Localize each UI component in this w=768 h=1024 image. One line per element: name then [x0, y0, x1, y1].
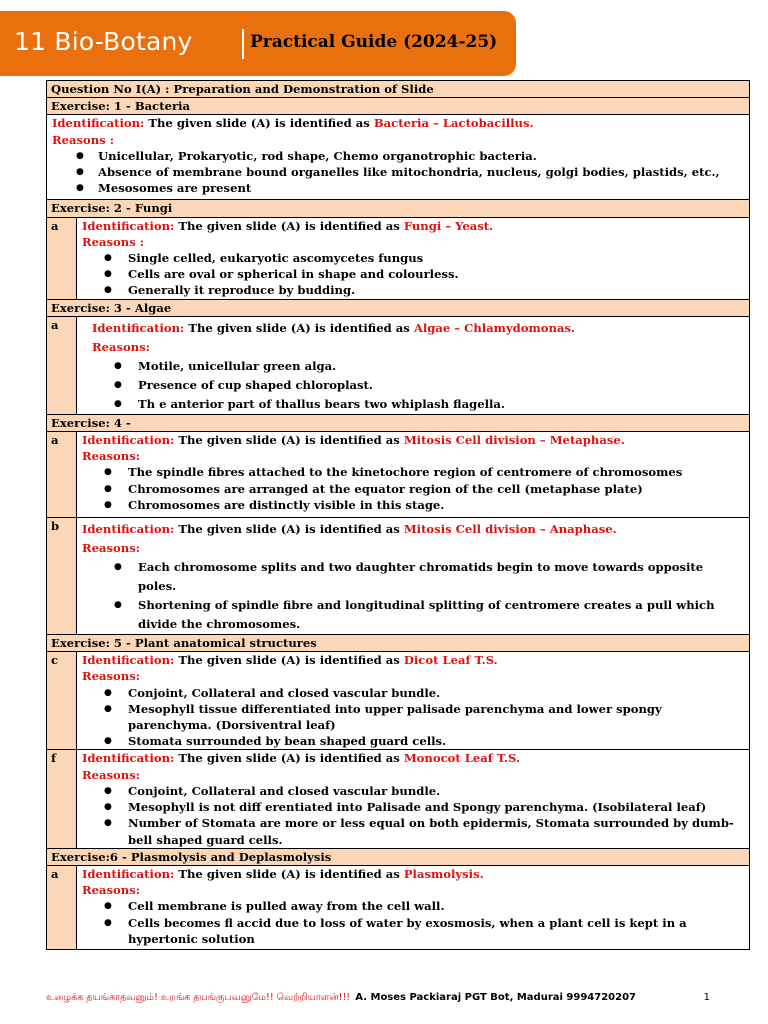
- exercise-4b-content-row: [47, 518, 750, 635]
- identification-line: [82, 652, 745, 668]
- reason-item: ● Presence of cup shaped chloroplast.: [92, 376, 745, 395]
- reason-item: ● Mesophyll is not diff erentiated into Palisade and Spongy parenchyma. (Isobilateral leaf): [82, 799, 745, 815]
- slide-table: [46, 80, 750, 950]
- question-heading: Question No I(A) : Preparation and Demonstration of Slide: [47, 81, 750, 98]
- row-label: a: [47, 865, 77, 949]
- row-label: a: [47, 217, 77, 299]
- reason-item: ● Motile, unicellular green alga.: [92, 357, 745, 376]
- identification-line: [82, 432, 745, 448]
- exercise-5f-content: [77, 750, 750, 848]
- exercise-5-heading-row: [47, 635, 750, 652]
- header-banner: [0, 11, 516, 76]
- identification-label: Identification:: [82, 653, 175, 668]
- identification-label: Identification:: [52, 116, 145, 131]
- exercise-3-heading-row: [47, 299, 750, 316]
- title-separator: [242, 29, 244, 59]
- reason-item: ● Chromosomes are distinctly visible in this stage.: [82, 497, 745, 513]
- exercise-5c-content: [77, 652, 750, 750]
- reason-item: ● Generally it reproduce by budding.: [82, 282, 745, 298]
- exercise-5c-content-row: [47, 652, 750, 750]
- reason-item: ● Unicellular, Prokaryotic, rod shape, Chemo organotrophic bacteria.: [52, 148, 745, 164]
- identification-label: Identification:: [82, 218, 175, 233]
- reason-item: ● Cells are oval or spherical in shape and colourless.: [82, 266, 745, 282]
- identification-value: Mitosis Cell division – Anaphase.: [403, 522, 617, 537]
- reasons-list: [82, 898, 745, 947]
- identification-text: The given slide (A) is identified as: [174, 866, 404, 881]
- exercise-5-heading: Exercise: 5 - Plant anatomical structures: [47, 635, 750, 652]
- identification-text: The given slide (A) is identified as: [174, 653, 404, 668]
- reason-item: ● Absence of membrane bound organelles like mitochondria, nucleus, golgi bodies, plastids, etc.,: [52, 164, 745, 180]
- reason-item: ● The spindle fibres attached to the kinetochore region of centromere of chromosomes: [82, 464, 745, 480]
- footer-motto: உழைக்க தயங்காதவனும்! உறங்க தயங்குபவனுமே!! வெற்றியாளன்!!!: [46, 992, 351, 1003]
- identification-label: Identification:: [82, 751, 175, 766]
- exercise-4-heading: Exercise: 4 -: [47, 414, 750, 431]
- exercise-1-heading-row: [47, 98, 750, 115]
- guide-subtitle: Practical Guide (2024-25): [250, 32, 498, 52]
- reason-item: ● Cell membrane is pulled away from the cell wall.: [82, 898, 745, 914]
- reason-item: ● Conjoint, Collateral and closed vascular bundle.: [82, 783, 745, 799]
- identification-line: [82, 866, 745, 882]
- exercise-6-heading-row: [47, 848, 750, 865]
- identification-text: The given slide (A) is identified as: [184, 320, 414, 335]
- reason-item: ● Single celled, eukaryotic ascomycetes fungus: [82, 250, 745, 266]
- exercise-4a-content: [77, 432, 750, 518]
- reason-item: ● Cells becomes fl accid due to loss of water by exosmosis, when a plant cell is kept in a hypertonic solution: [82, 915, 745, 947]
- identification-value: Plasmolysis.: [403, 866, 484, 881]
- exercise-6-content-row: [47, 865, 750, 949]
- reason-item: ● Shortening of spindle fibre and longitudinal splitting of centromere creates a pull which divide the chromosomes.: [82, 596, 745, 634]
- exercise-2-content-row: [47, 217, 750, 299]
- identification-text: The given slide (A) is identified as: [174, 751, 404, 766]
- reason-item: ● Th e anterior part of thallus bears two whiplash flagella.: [92, 395, 745, 414]
- identification-value: Mitosis Cell division – Metaphase.: [403, 433, 625, 448]
- reasons-list: [82, 250, 745, 299]
- reasons-label: Reasons:: [82, 883, 141, 898]
- exercise-4b-content: [77, 518, 750, 635]
- exercise-1-content-row: [47, 115, 750, 200]
- identification-label: Identification:: [82, 433, 175, 448]
- exercise-1-heading: Exercise: 1 - Bacteria: [47, 98, 750, 115]
- row-label: a: [47, 316, 77, 414]
- exercise-3-content-row: [47, 316, 750, 414]
- exercise-6-heading: Exercise:6 - Plasmolysis and Deplasmolysis: [47, 848, 750, 865]
- exercise-1-content: [47, 115, 750, 200]
- identification-line: [92, 319, 745, 338]
- identification-line: [52, 115, 745, 131]
- reasons-label: Reasons :: [52, 132, 115, 147]
- exercise-3-heading: Exercise: 3 - Algae: [47, 299, 750, 316]
- reasons-list: [82, 783, 745, 848]
- identification-value: Fungi – Yeast.: [403, 218, 494, 233]
- reason-item: ● Mesosomes are present: [52, 180, 745, 196]
- reasons-label: Reasons:: [82, 449, 141, 464]
- identification-value: Algae – Chlamydomonas.: [413, 320, 576, 335]
- row-label: c: [47, 652, 77, 750]
- exercise-4a-content-row: [47, 432, 750, 518]
- page-footer: [46, 992, 750, 1004]
- reasons-list: [52, 148, 745, 197]
- identification-text: The given slide (A) is identified as: [174, 218, 404, 233]
- exercise-2-heading: Exercise: 2 - Fungi: [47, 200, 750, 217]
- reasons-label: Reasons:: [82, 541, 141, 556]
- identification-label: Identification:: [82, 522, 175, 537]
- reason-item: ● Number of Stomata are more or less equal on both epidermis, Stomata surrounded by dumb-bell shaped guard cells.: [82, 815, 745, 847]
- reason-item: ● Stomata surrounded by bean shaped guard cells.: [82, 733, 745, 749]
- identification-text: The given slide (A) is identified as: [174, 522, 404, 537]
- subject-title: 11 Bio-Botany: [14, 27, 193, 56]
- reason-item: ● Conjoint, Collateral and closed vascular bundle.: [82, 685, 745, 701]
- reasons-list: [82, 464, 745, 513]
- identification-line: [82, 218, 745, 234]
- identification-text: The given slide (A) is identified as: [174, 433, 404, 448]
- exercise-3-content: [77, 316, 750, 414]
- footer-author: A. Moses Packiaraj PGT Bot, Madurai 9994720207: [355, 992, 636, 1003]
- reasons-list: [82, 685, 745, 750]
- exercise-5f-content-row: [47, 750, 750, 848]
- identification-value: Bacteria – Lactobacillus.: [373, 116, 534, 131]
- reasons-label: Reasons :: [82, 234, 145, 249]
- identification-value: Monocot Leaf T.S.: [403, 751, 520, 766]
- reasons-list: [92, 357, 745, 414]
- reasons-label: Reasons:: [82, 669, 141, 684]
- page-number: 1: [703, 992, 710, 1003]
- identification-label: Identification:: [92, 320, 185, 335]
- identification-text: The given slide (A) is identified as: [144, 116, 374, 131]
- identification-label: Identification:: [82, 866, 175, 881]
- row-label: f: [47, 750, 77, 848]
- identification-line: [82, 750, 745, 766]
- row-label: b: [47, 518, 77, 635]
- exercise-2-heading-row: [47, 200, 750, 217]
- reason-item: ● Each chromosome splits and two daughter chromatids begin to move towards opposite poles.: [82, 558, 745, 596]
- question-row: [47, 81, 750, 98]
- exercise-6-content: [77, 865, 750, 949]
- exercise-4-heading-row: [47, 414, 750, 431]
- identification-value: Dicot Leaf T.S.: [403, 653, 498, 668]
- reason-item: ● Chromosomes are arranged at the equator region of the cell (metaphase plate): [82, 481, 745, 497]
- reasons-label: Reasons:: [82, 767, 141, 782]
- reason-item: ● Mesophyll tissue differentiated into upper palisade parenchyma and lower spongy parenchyma. (Dorsiventral leaf): [82, 701, 745, 733]
- reasons-label: Reasons:: [92, 339, 151, 354]
- reasons-list: [82, 558, 745, 634]
- exercise-2-content: [77, 217, 750, 299]
- identification-line: [82, 520, 745, 539]
- row-label: a: [47, 432, 77, 518]
